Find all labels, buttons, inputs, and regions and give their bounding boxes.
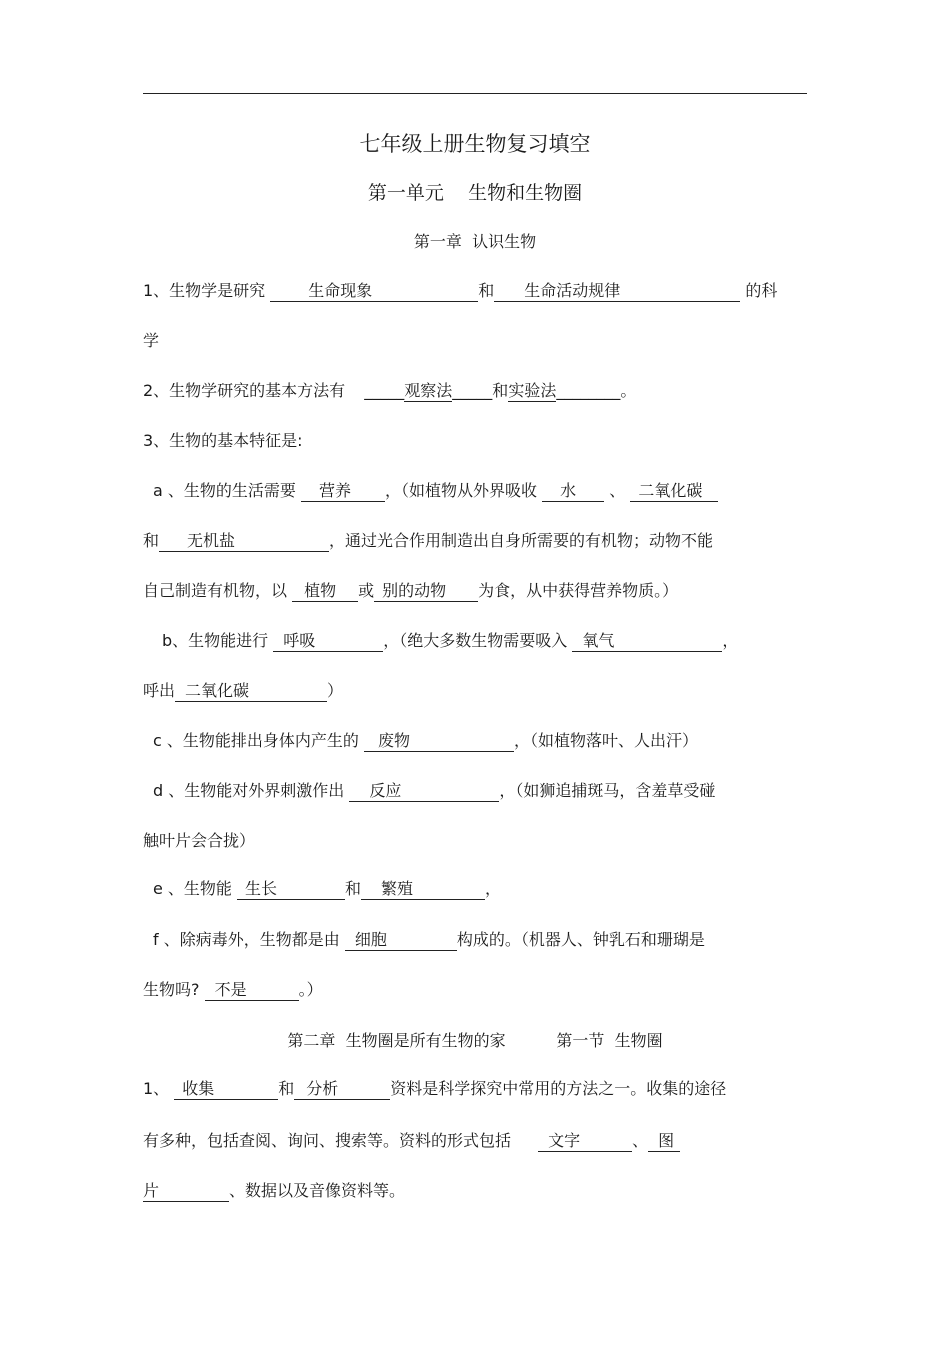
d-text: d 、生物能对外界刺激作出 <box>153 781 345 800</box>
f-text: f 、除病毒外，生物都是由 <box>153 930 340 949</box>
q2-text: 2、生物学研究的基本方法有 <box>143 381 346 400</box>
blank-b-3: 二氧化碳 <box>175 681 327 702</box>
chapter-heading-2: 第二章 生物圈是所有生物的家 第一节 生物圈 <box>287 1031 663 1050</box>
e-and: 和 <box>345 879 362 898</box>
s2-pre: 有多种，包括查阅、询问、搜索等。资料的形式包括 <box>143 1131 512 1150</box>
item-b-line2 <box>143 680 343 702</box>
q2-post: ________。 <box>556 381 637 400</box>
blank-q2-2: 实验法 <box>508 381 557 400</box>
s1-pre: 1、 <box>143 1079 170 1098</box>
a-text: a 、生物的生活需要 <box>153 481 296 500</box>
blank-a-1: 营养 <box>301 481 385 502</box>
page-title: 七年级上册生物复习填空 <box>359 132 591 156</box>
blank-q2-1: 观察法 <box>404 381 453 400</box>
blank-a-4: 无机盐 <box>159 531 329 552</box>
blank-d-1: 反应 <box>349 781 499 802</box>
a-mid: ，（如植物从外界吸收 <box>385 481 538 500</box>
blank-q1-1: 生命现象 <box>270 281 478 302</box>
a2-tail: ，通过光合作用制造出自身所需要的有机物；动物不能 <box>329 531 714 550</box>
section1-line3 <box>143 1180 405 1202</box>
blank-s1-1: 收集 <box>174 1079 278 1100</box>
item-a-line3 <box>143 580 678 602</box>
item-d-line2: 触叶片会合拢） <box>143 831 256 850</box>
q1-and: 和 <box>478 281 495 300</box>
blank-a-3: 二氧化碳 <box>630 481 718 502</box>
section1-line1 <box>143 1078 726 1100</box>
blank-s3-1: 片 <box>143 1181 229 1202</box>
d-tail: ，（如狮追捕斑马，含羞草受碰 <box>499 781 716 800</box>
item-b-line1 <box>162 630 738 652</box>
a3-or: 或 <box>358 581 375 600</box>
f-tail: 构成的。（机器人、钟乳石和珊瑚是 <box>456 930 705 949</box>
blank-b-1: 呼吸 <box>273 631 383 652</box>
item-a-line1 <box>153 480 718 502</box>
blank-s1-2: 分析 <box>294 1079 390 1100</box>
e-text: e 、生物能 <box>153 879 232 898</box>
q1-tail: 的科 <box>745 281 778 300</box>
chapter-heading-1: 第一章 认识生物 <box>413 232 537 251</box>
blank-c-1: 废物 <box>364 731 514 752</box>
q2-mid: _____和 <box>452 381 509 400</box>
blank-f-1: 细胞 <box>345 930 457 951</box>
item-c <box>153 730 698 752</box>
blank-a-2: 水 <box>542 481 604 502</box>
blank-b-2: 氧气 <box>572 631 722 652</box>
b-text: b、生物能进行 <box>162 631 269 650</box>
blank-s2-1: 文字 <box>538 1131 632 1152</box>
question-2 <box>143 380 636 402</box>
b-comma: ， <box>722 631 739 650</box>
top-rule <box>143 93 807 94</box>
item-f-line1 <box>153 929 705 951</box>
question-1 <box>143 280 777 302</box>
s2-sep: 、 <box>632 1131 649 1150</box>
b-mid: ，（绝大多数生物需要吸入 <box>383 631 568 650</box>
q1-continued: 学 <box>143 331 160 350</box>
c-tail: ，（如植物落叶、人出汗） <box>513 731 698 750</box>
s3-tail: 、数据以及音像资料等。 <box>229 1181 406 1200</box>
section1-line2 <box>143 1130 680 1152</box>
blank-a-5: 植物 <box>292 581 358 602</box>
b2-tail: ） <box>327 681 344 700</box>
b2-pre: 呼出 <box>143 681 176 700</box>
blank-s2-2: 图 <box>648 1131 680 1152</box>
a2-and: 和 <box>143 531 160 550</box>
e-tail: ， <box>485 879 502 898</box>
blank-e-1: 生长 <box>237 879 345 900</box>
blank-q1-2: 生命活动规律 <box>494 281 740 302</box>
q1-text: 1、生物学是研究 <box>143 281 266 300</box>
f2-tail: 。） <box>298 980 323 999</box>
item-f-line2 <box>143 979 323 1001</box>
unit-heading: 第一单元 生物和生物圈 <box>367 182 583 204</box>
item-d-line1 <box>153 780 715 802</box>
a3-tail: 为食，从中获得营养物质。） <box>478 581 679 600</box>
question-3: 3、生物的基本特征是: <box>143 431 303 450</box>
c-text: c 、生物能排出身体内产生的 <box>153 731 359 750</box>
q2-pre: _____ <box>364 381 405 400</box>
f2-pre: 生物吗? <box>143 980 200 999</box>
a-sep: 、 <box>609 481 626 500</box>
blank-e-2: 繁殖 <box>361 879 485 900</box>
blank-f-2: 不是 <box>205 980 299 1001</box>
s1-and: 和 <box>278 1079 295 1098</box>
item-e <box>153 878 501 900</box>
a3-pre: 自己制造有机物，以 <box>143 581 288 600</box>
s1-tail: 资料是科学探究中常用的方法之一。收集的途径 <box>390 1079 727 1098</box>
item-a-line2 <box>143 530 713 552</box>
blank-a-6: 别的动物 <box>374 581 478 602</box>
